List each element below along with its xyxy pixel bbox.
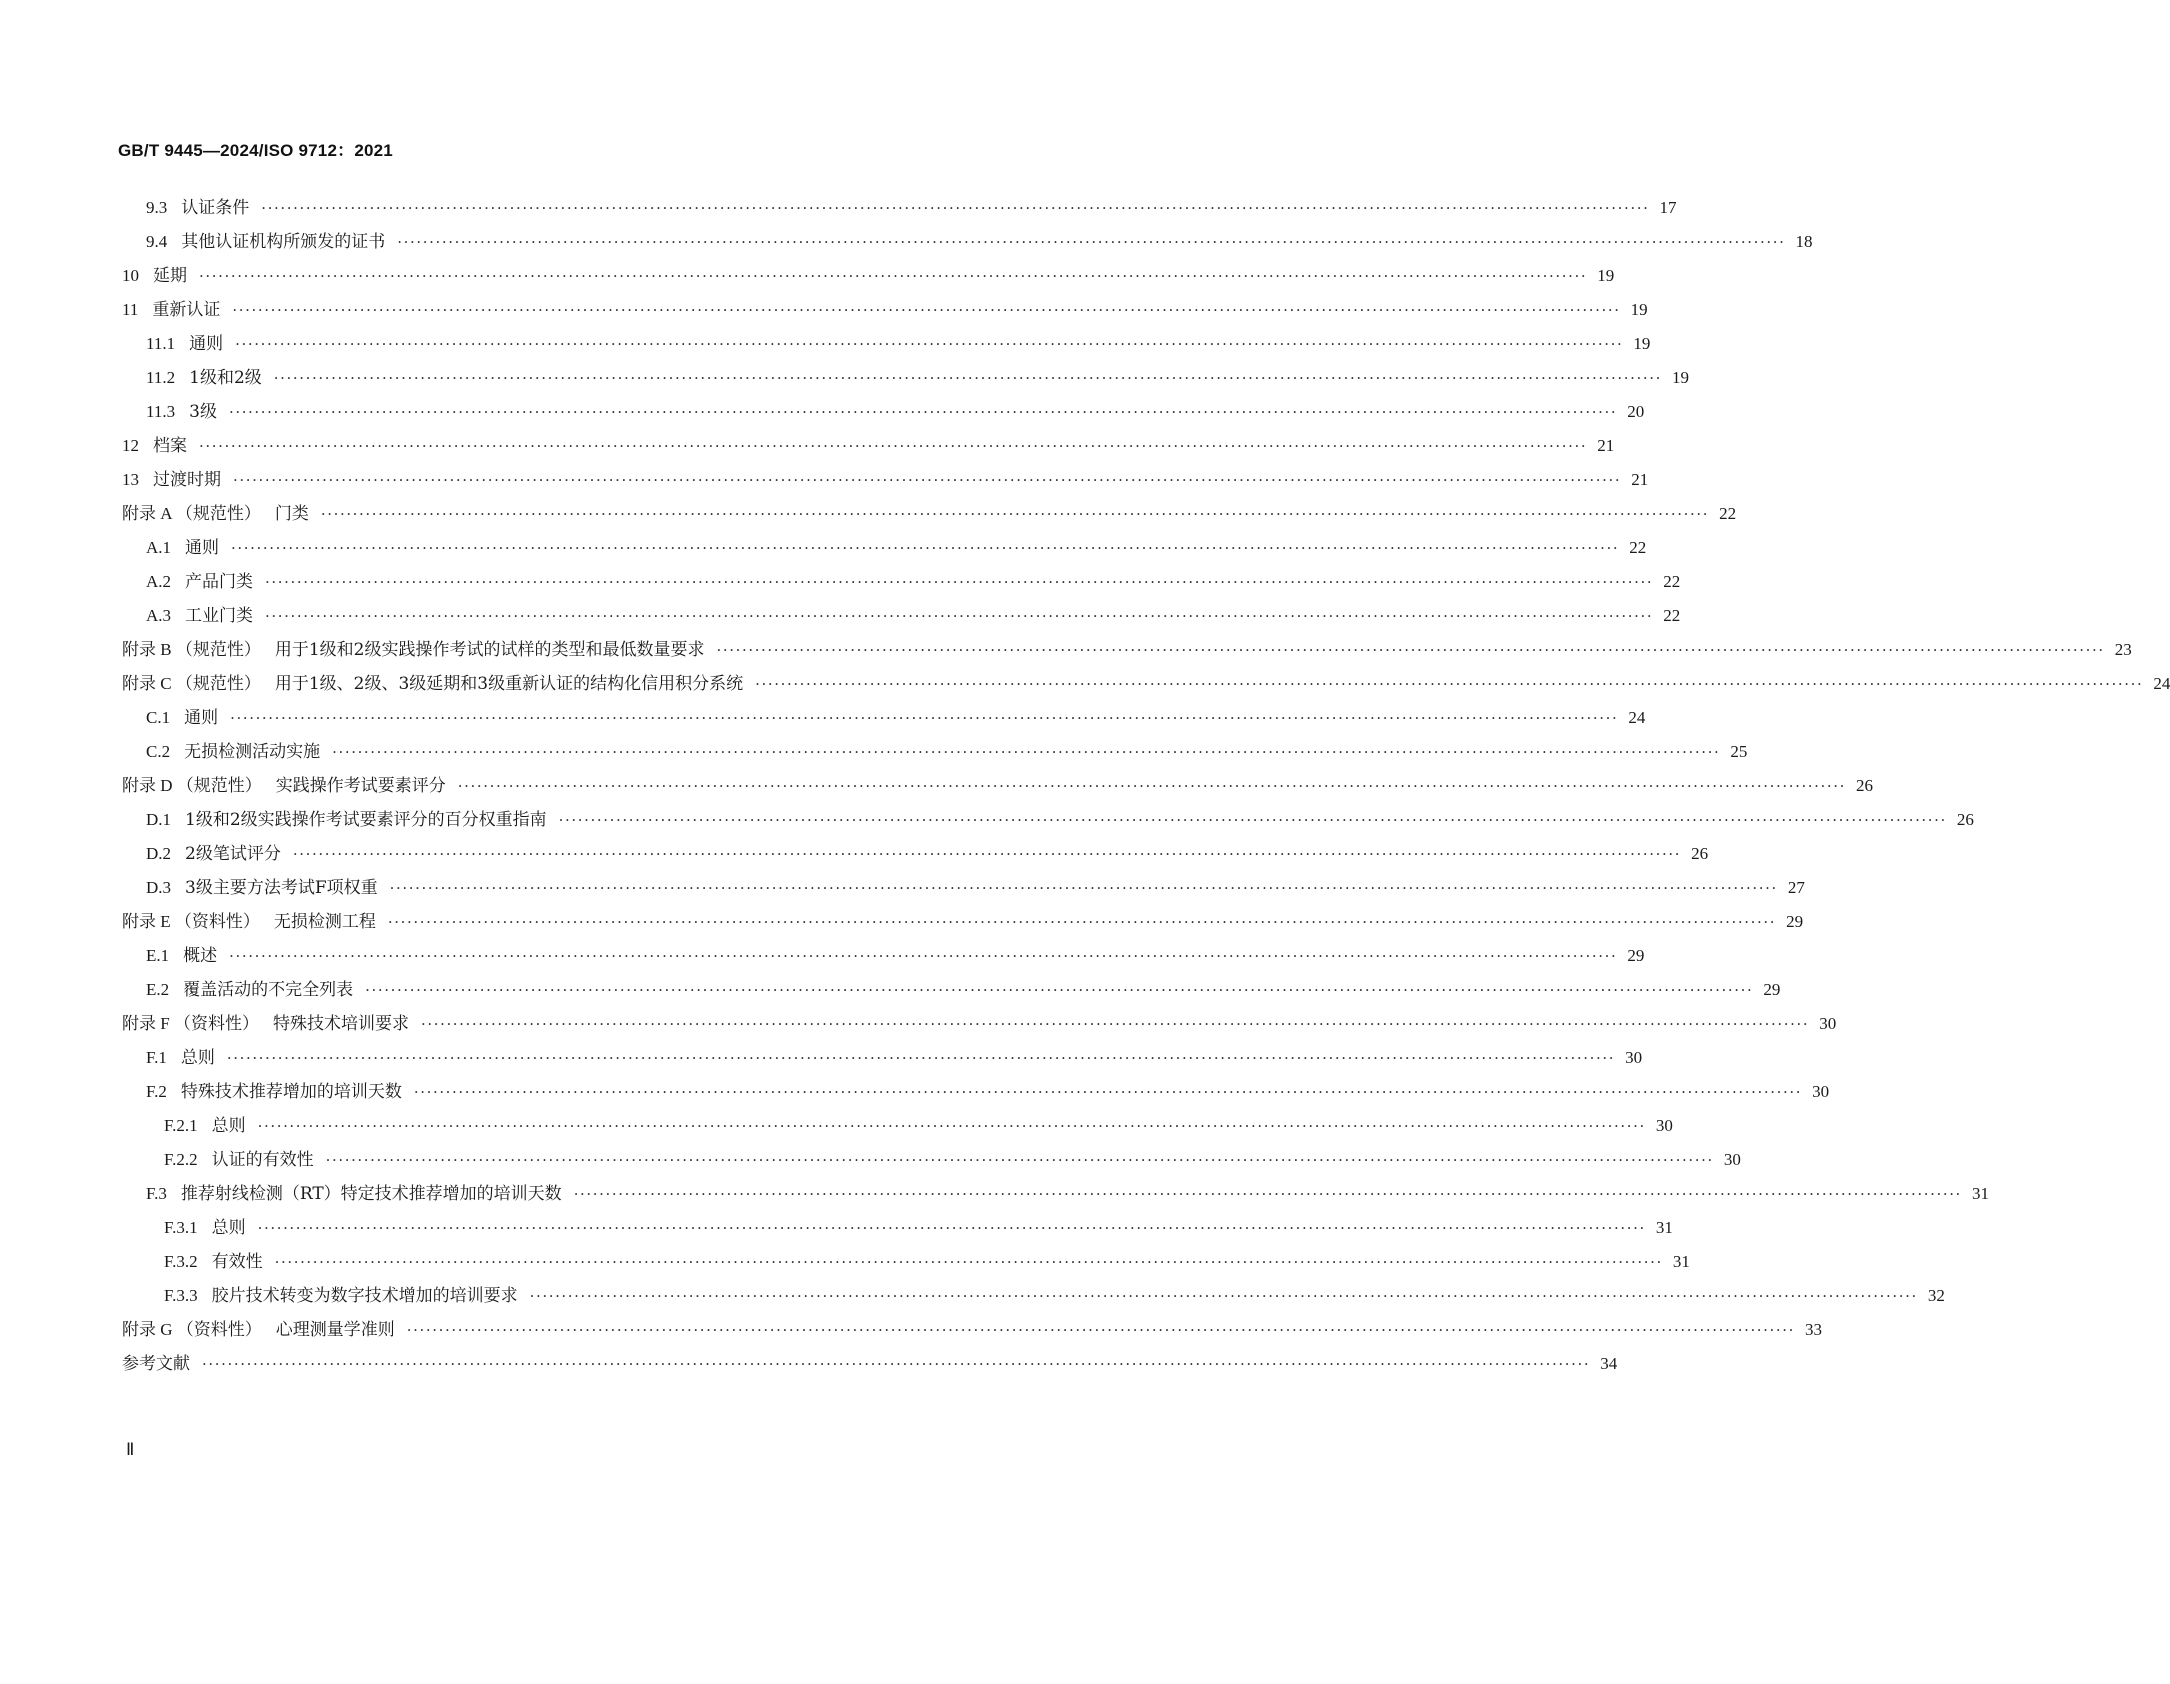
toc-entry-page: 19	[1630, 300, 1648, 319]
toc-dot-leader	[235, 327, 1623, 361]
toc-entry-11[interactable]	[0, 293, 1648, 327]
toc-dot-leader	[229, 939, 1617, 973]
toc-entry-number: A.2	[146, 572, 172, 591]
toc-entry-title: 心理测量学准则	[275, 1320, 395, 1340]
toc-entry-number: 附录 A （规范性）	[122, 504, 261, 523]
toc-dot-leader	[390, 871, 1778, 905]
toc-entry-page: 19	[1597, 266, 1615, 285]
toc-dot-leader	[261, 191, 1649, 225]
toc-dot-leader	[421, 1007, 1809, 1041]
toc-entry-number: A.1	[146, 538, 172, 557]
toc-entry-title: 认证的有效性	[211, 1150, 314, 1170]
toc-entry-9-3[interactable]	[0, 191, 1677, 225]
toc-entry-title: 特殊技术推荐增加的培训天数	[180, 1082, 402, 1102]
toc-entry-page: 24	[2153, 674, 2170, 693]
toc-entry-number: C.2	[146, 742, 171, 761]
toc-dot-leader	[365, 973, 1753, 1007]
toc-entry-title: 2级笔试评分	[185, 844, 281, 864]
toc-entry-number: 9.4	[146, 232, 168, 251]
toc-entry-number: F.3	[146, 1184, 167, 1203]
toc-entry-page: 31	[1971, 1184, 1989, 1203]
toc-entry-number: F.2.1	[164, 1116, 198, 1135]
toc-entry-page: 19	[1633, 334, 1651, 353]
toc-entry-page: 22	[1719, 504, 1737, 523]
toc-entry-page: 31	[1672, 1252, 1690, 1271]
toc-entry-title: 实践操作考试要素评分	[275, 776, 446, 796]
toc-dot-leader	[458, 769, 1846, 803]
toc-entry-annex-b[interactable]	[0, 633, 2132, 667]
toc-entry-number: F.3.2	[164, 1252, 198, 1271]
toc-entry-f-2-2[interactable]	[0, 1143, 1741, 1177]
toc-entry-c-2[interactable]	[0, 735, 1748, 769]
toc-entry-title: 用于1级、2级、3级延期和3级重新认证的结构化信用积分系统	[274, 674, 744, 694]
toc-dot-leader	[397, 225, 1785, 259]
toc-entry-number: F.3.1	[164, 1218, 198, 1237]
toc-entry-page: 29	[1763, 980, 1781, 999]
toc-entry-page: 22	[1629, 538, 1647, 557]
toc-entry-page: 30	[1812, 1082, 1830, 1101]
toc-entry-f-3-1[interactable]	[0, 1211, 1673, 1245]
toc-entry-9-4[interactable]	[0, 225, 1813, 259]
toc-entry-number: D.2	[146, 844, 172, 863]
toc-entry-f-2-1[interactable]	[0, 1109, 1673, 1143]
toc-entry-a-3[interactable]	[0, 599, 1681, 633]
toc-entry-title: 通则	[185, 538, 220, 558]
toc-entry-page: 27	[1787, 878, 1805, 897]
toc-entry-number: F.2	[146, 1082, 167, 1101]
toc-entry-title: 胶片技术转变为数字技术增加的培训要求	[211, 1286, 518, 1306]
toc-dot-leader	[293, 837, 1681, 871]
toc-entry-title: 总则	[211, 1116, 246, 1136]
toc-entry-number: 11.3	[146, 402, 176, 421]
toc-entry-d-1[interactable]	[0, 803, 1974, 837]
toc-entry-title: 1级和2级	[189, 368, 262, 388]
toc-entry-11-2[interactable]	[0, 361, 1690, 395]
toc-entry-number: 10	[122, 266, 139, 285]
toc-entry-page: 29	[1627, 946, 1645, 965]
toc-entry-page: 24	[1628, 708, 1646, 727]
toc-dot-leader	[388, 905, 1776, 939]
toc-entry-d-2[interactable]	[0, 837, 1709, 871]
toc-entry-number: F.3.3	[164, 1286, 198, 1305]
toc-entry-number: 附录 G （资料性）	[122, 1320, 262, 1339]
toc-entry-d-3[interactable]	[0, 871, 1805, 905]
toc-entry-bibliography[interactable]	[0, 1347, 1618, 1381]
toc-entry-page: 26	[1691, 844, 1709, 863]
toc-dot-leader	[258, 1211, 1646, 1245]
toc-dot-leader	[530, 1279, 1918, 1313]
toc-entry-page: 23	[2114, 640, 2132, 659]
toc-dot-leader	[755, 667, 2143, 701]
toc-dot-leader	[326, 1143, 1714, 1177]
toc-entry-f-3-2[interactable]	[0, 1245, 1690, 1279]
toc-entry-title: 1级和2级实践操作考试要素评分的百分权重指南	[185, 810, 547, 830]
toc-entry-13[interactable]	[0, 463, 1649, 497]
toc-dot-leader	[321, 497, 1709, 531]
toc-entry-title: 产品门类	[185, 572, 254, 592]
toc-entry-number: 附录 E （资料性）	[122, 912, 260, 931]
toc-entry-title: 门类	[274, 504, 309, 524]
toc-entry-page: 26	[1956, 810, 1974, 829]
toc-entry-title: 3级	[189, 402, 217, 422]
toc-entry-page: 21	[1631, 470, 1649, 489]
toc-entry-page: 17	[1659, 198, 1677, 217]
toc-entry-title: 参考文献	[122, 1354, 190, 1374]
toc-entry-title: 延期	[153, 266, 187, 286]
toc-dot-leader	[199, 259, 1587, 293]
toc-entry-e-2[interactable]	[0, 973, 1781, 1007]
document-header: GB/T 9445—2024/ISO 9712：2021	[118, 141, 393, 160]
toc-entry-annex-c[interactable]	[0, 667, 2170, 701]
toc-dot-leader	[199, 429, 1587, 463]
toc-dot-leader	[574, 1177, 1962, 1211]
toc-entry-page: 22	[1663, 572, 1681, 591]
toc-entry-number: 附录 C （规范性）	[122, 674, 261, 693]
toc-entry-annex-d[interactable]	[0, 769, 1874, 803]
toc-entry-title: 推荐射线检测（RT）特定技术推荐增加的培训天数	[180, 1184, 562, 1204]
toc-entry-title: 通则	[184, 708, 219, 728]
toc-entry-title: 过渡时期	[153, 470, 221, 490]
toc-entry-title: 工业门类	[185, 606, 254, 626]
toc-entry-number: E.1	[146, 946, 170, 965]
toc-entry-number: F.1	[146, 1048, 167, 1067]
toc-entry-number: 11.1	[146, 334, 176, 353]
toc-entry-page: 33	[1805, 1320, 1823, 1339]
toc-entry-title: 认证条件	[181, 198, 250, 218]
toc-entry-number: D.1	[146, 810, 172, 829]
toc-entry-title: 总则	[211, 1218, 246, 1238]
toc-entry-number: C.1	[146, 708, 171, 727]
toc-dot-leader	[231, 531, 1619, 565]
toc-entry-title: 其他认证机构所颁发的证书	[181, 232, 386, 252]
toc-entry-page: 25	[1730, 742, 1748, 761]
toc-entry-number: 附录 D （规范性）	[122, 776, 262, 795]
toc-entry-page: 30	[1723, 1150, 1741, 1169]
toc-dot-leader	[258, 1109, 1646, 1143]
toc-dot-leader	[265, 599, 1653, 633]
toc-entry-annex-g[interactable]	[0, 1313, 1823, 1347]
toc-dot-leader	[227, 1041, 1615, 1075]
toc-entry-title: 总则	[180, 1048, 215, 1068]
toc-entry-a-1[interactable]	[0, 531, 1647, 565]
toc-dot-leader	[274, 361, 1662, 395]
toc-entry-title: 用于1级和2级实践操作考试的试样的类型和最低数量要求	[274, 640, 705, 660]
toc-entry-page: 29	[1786, 912, 1804, 931]
toc-entry-12[interactable]	[0, 429, 1615, 463]
toc-entry-title: 3级主要方法考试F项权重	[185, 878, 378, 898]
toc-dot-leader	[230, 701, 1618, 735]
toc-entry-a-2[interactable]	[0, 565, 1681, 599]
toc-entry-annex-a[interactable]	[0, 497, 1737, 531]
toc-dot-leader	[233, 463, 1621, 497]
toc-entry-number: 附录 F （资料性）	[122, 1014, 259, 1033]
toc-entry-title: 概述	[183, 946, 218, 966]
toc-entry-title: 无损检测工程	[273, 912, 376, 932]
toc-entry-page: 22	[1663, 606, 1681, 625]
toc-dot-leader	[202, 1347, 1590, 1381]
toc-entry-f-1[interactable]	[0, 1041, 1643, 1075]
toc-entry-page: 21	[1597, 436, 1615, 455]
toc-dot-leader	[414, 1075, 1802, 1109]
toc-entry-page: 26	[1856, 776, 1874, 795]
toc-dot-leader	[232, 293, 1620, 327]
toc-entry-11-3[interactable]	[0, 395, 1645, 429]
toc-entry-11-1[interactable]	[0, 327, 1651, 361]
toc-entry-number: D.3	[146, 878, 172, 897]
toc-entry-page: 20	[1627, 402, 1645, 421]
toc-entry-number: E.2	[146, 980, 170, 999]
toc-entry-e-1[interactable]	[0, 939, 1645, 973]
toc-entry-10[interactable]	[0, 259, 1615, 293]
toc-entry-page: 30	[1655, 1116, 1673, 1135]
toc-entry-title: 通则	[189, 334, 224, 354]
toc-entry-f-3-3[interactable]	[0, 1279, 1945, 1313]
toc-dot-leader	[275, 1245, 1663, 1279]
toc-entry-number: 11.2	[146, 368, 176, 387]
toc-entry-page: 30	[1625, 1048, 1643, 1067]
toc-entry-number: 12	[122, 436, 139, 455]
toc-dot-leader	[407, 1313, 1795, 1347]
toc-dot-leader	[332, 735, 1720, 769]
toc-dot-leader	[716, 633, 2104, 667]
toc-entry-f-3[interactable]	[0, 1177, 1989, 1211]
toc-entry-page: 31	[1655, 1218, 1673, 1237]
toc-entry-page: 19	[1672, 368, 1690, 387]
toc-entry-number: 附录 B （规范性）	[122, 640, 261, 659]
toc-entry-title: 档案	[153, 436, 187, 456]
toc-entry-annex-f[interactable]	[0, 1007, 1837, 1041]
toc-entry-number: 11	[122, 300, 139, 319]
toc-entry-number: A.3	[146, 606, 172, 625]
page-number: Ⅱ	[126, 1440, 135, 1459]
toc-entry-number: 9.3	[146, 198, 168, 217]
toc-entry-number: F.2.2	[164, 1150, 198, 1169]
toc-entry-c-1[interactable]	[0, 701, 1646, 735]
toc-dot-leader	[229, 395, 1617, 429]
toc-entry-title: 有效性	[211, 1252, 263, 1272]
toc-entry-title: 无损检测活动实施	[184, 742, 321, 762]
toc-entry-page: 18	[1795, 232, 1813, 251]
toc-dot-leader	[559, 803, 1947, 837]
toc-entry-annex-e[interactable]	[0, 905, 1804, 939]
toc-dot-leader	[265, 565, 1653, 599]
toc-entry-page: 34	[1600, 1354, 1618, 1373]
toc-entry-title: 特殊技术培训要求	[272, 1014, 409, 1034]
toc-entry-page: 32	[1927, 1286, 1945, 1305]
toc-entry-title: 重新认证	[152, 300, 221, 320]
toc-entry-title: 覆盖活动的不完全列表	[183, 980, 354, 1000]
toc-entry-number: 13	[122, 470, 139, 489]
toc-entry-f-2[interactable]	[0, 1075, 1830, 1109]
toc-entry-page: 30	[1819, 1014, 1837, 1033]
